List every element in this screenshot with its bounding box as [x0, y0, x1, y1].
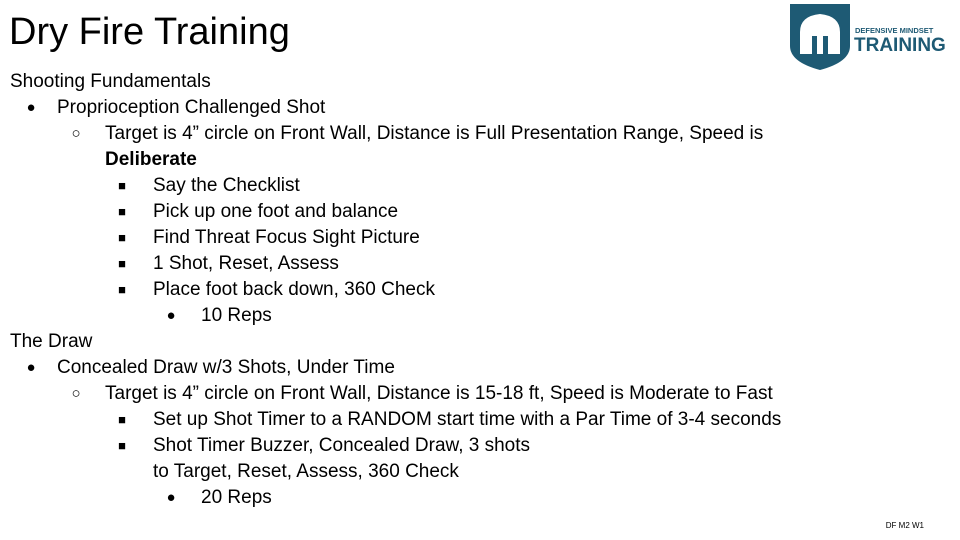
slide-footer-code: DF M2 W1: [885, 521, 924, 530]
list-item: ■ Place foot back down, 360 Check: [10, 277, 950, 303]
bullet-square-icon: ■: [118, 412, 126, 427]
list-item-continuation: to Target, Reset, Assess, 360 Check: [153, 461, 459, 482]
bullet-square-icon: ■: [118, 178, 126, 193]
spartan-helmet-logo: [788, 2, 958, 72]
bullet-disc-icon: ●: [166, 489, 176, 506]
slide-title: Dry Fire Training: [9, 11, 290, 53]
list-item: ■ Shot Timer Buzzer, Concealed Draw, 3 shots: [10, 433, 950, 459]
list-item: ● Concealed Draw w/3 Shots, Under Time: [10, 355, 950, 381]
list-item: ○ Target is 4” circle on Front Wall, Distance is 15-18 ft, Speed is Moderate to Fast: [10, 381, 950, 407]
slide-body: [10, 69, 950, 511]
list-item: ■ Find Threat Focus Sight Picture: [10, 225, 950, 251]
bullet-square-icon: ■: [118, 282, 126, 297]
bullet-circle-icon: ○: [71, 125, 81, 142]
section-heading: The Draw: [10, 331, 93, 352]
list-item: ○ Target is 4” circle on Front Wall, Distance is Full Presentation Range, Speed is: [10, 121, 950, 147]
section-heading: Shooting Fundamentals: [10, 71, 211, 92]
logo-line2: TRAINING: [854, 35, 946, 56]
list-item-continuation: Deliberate: [105, 149, 197, 170]
bullet-square-icon: ■: [118, 204, 126, 219]
company-logo: [788, 2, 958, 72]
list-item: ● 20 Reps: [10, 485, 950, 511]
bullet-circle-icon: ○: [71, 385, 81, 402]
bullet-disc-icon: ●: [166, 307, 176, 324]
logo-line1: DEFENSIVE MINDSET: [855, 26, 934, 35]
bullet-disc-icon: ●: [26, 99, 36, 116]
list-item: ● Proprioception Challenged Shot: [10, 95, 950, 121]
bullet-square-icon: ■: [118, 256, 126, 271]
list-item: ■ Pick up one foot and balance: [10, 199, 950, 225]
list-item: ■ Say the Checklist: [10, 173, 950, 199]
bullet-square-icon: ■: [118, 438, 126, 453]
bullet-square-icon: ■: [118, 230, 126, 245]
bullet-disc-icon: ●: [26, 359, 36, 376]
list-item: ■ 1 Shot, Reset, Assess: [10, 251, 950, 277]
list-item: ● 10 Reps: [10, 303, 950, 329]
list-item: ■ Set up Shot Timer to a RANDOM start time with a Par Time of 3-4 seconds: [10, 407, 950, 433]
